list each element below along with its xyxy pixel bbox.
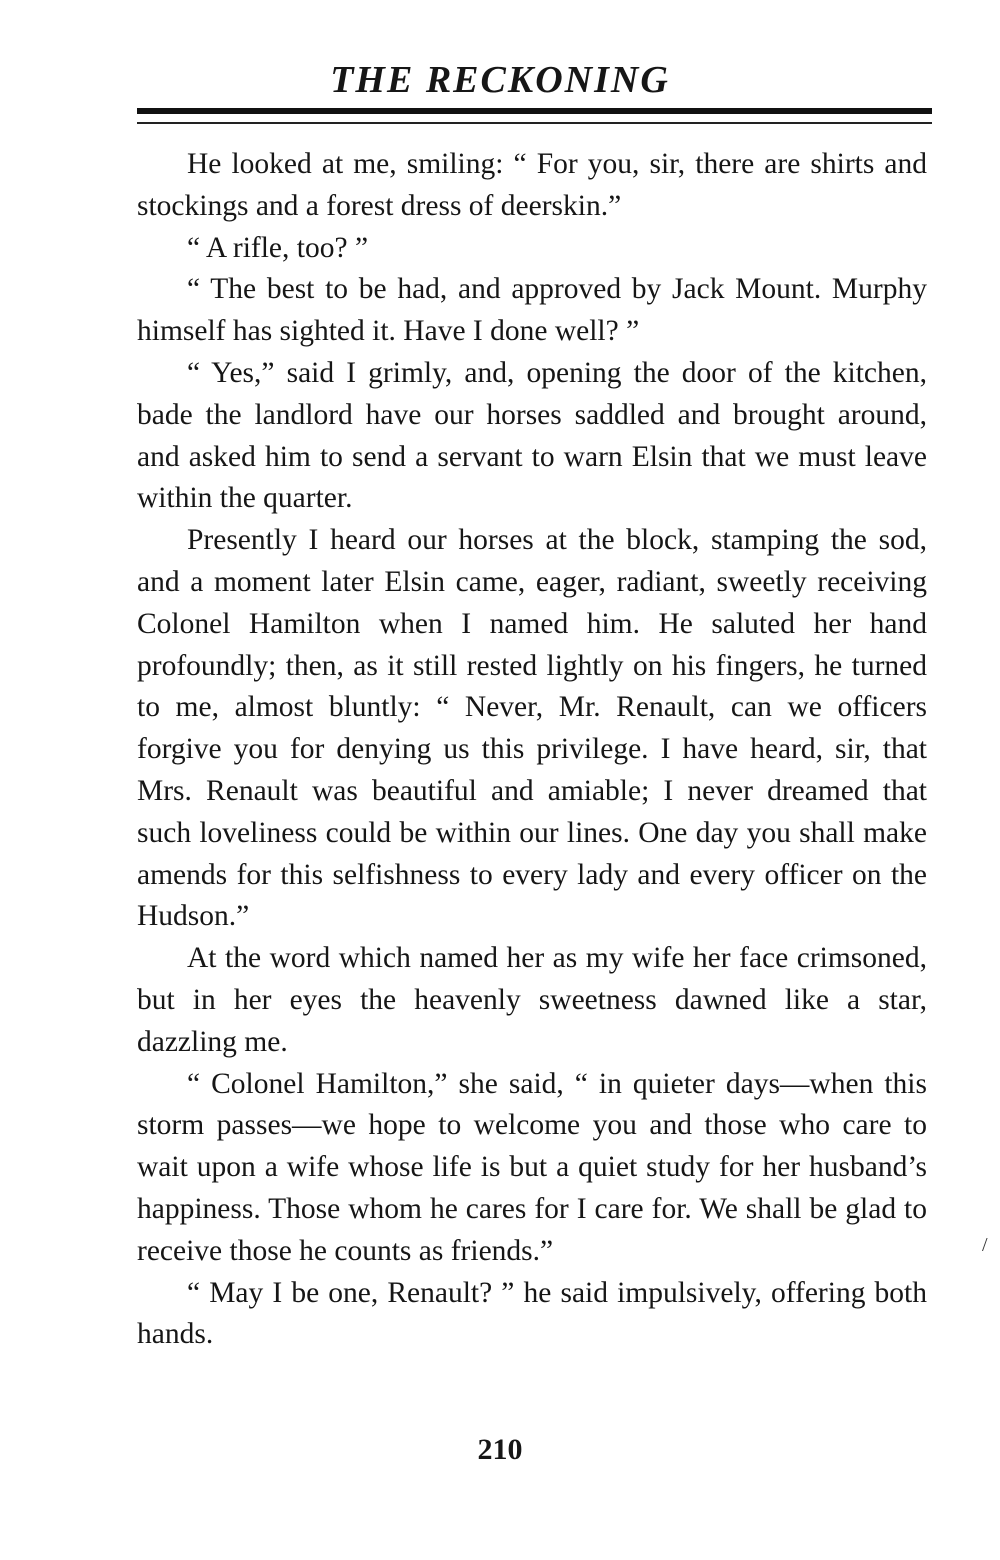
paragraph: “ Colonel Hamilton,” she said, “ in quieter days—when this storm passes—we hope to welcome you and those who care to wait upon a wife whose life is but a quiet study for her husband’s happiness. Those whom he cares for I care for. We shall be glad to receive those he counts as friends.” <box>137 1067 927 1267</box>
header-rule-thick <box>137 108 932 114</box>
paragraph: “ A rifle, too? ” <box>187 231 369 264</box>
header-rule-thin <box>137 122 932 124</box>
paragraph: He looked at me, smiling: “ For you, sir, there are shirts and stockings and a forest dress of deerskin.” <box>137 148 927 222</box>
paragraph: “ May I be one, Renault? ” he said impulsively, offering both hands. <box>137 1276 927 1351</box>
margin-mark: / <box>982 1234 988 1256</box>
body-text <box>137 144 927 1356</box>
paragraph: “ Yes,” said I grimly, and, opening the door of the kitchen, bade the landlord have our horses saddled and brought around, and asked him to send a servant to warn Elsin that we must leave within the quarter. <box>137 356 927 515</box>
paragraph: At the word which named her as my wife her face crimsoned, but in her eyes the heavenly sweetness dawned like a star, dazzling me. <box>137 942 927 1058</box>
paragraph: Presently I heard our horses at the block, stamping the sod, and a moment later Elsin came, eager, radiant, sweetly receiving Colonel Hamilton when I named him. He saluted her hand profoundly; then, as it still rested lightly on his fingers, he turned to me, almost bluntly: “ Never, Mr. Renault, can we officers forgive you for denying us this privilege. I have heard, sir, that Mrs. Renault was beautiful and amiable; I never dreamed that such loveliness could be within our lines. One day you shall make amends for this selfishness to every lady and every officer on the Hudson.” <box>137 524 927 933</box>
page-title: THE RECKONING <box>330 59 670 101</box>
page-number: 210 <box>477 1433 523 1466</box>
paragraph: “ The best to be had, and approved by Jack Mount. Murphy himself has sighted it. Have I done well? ” <box>137 273 927 348</box>
